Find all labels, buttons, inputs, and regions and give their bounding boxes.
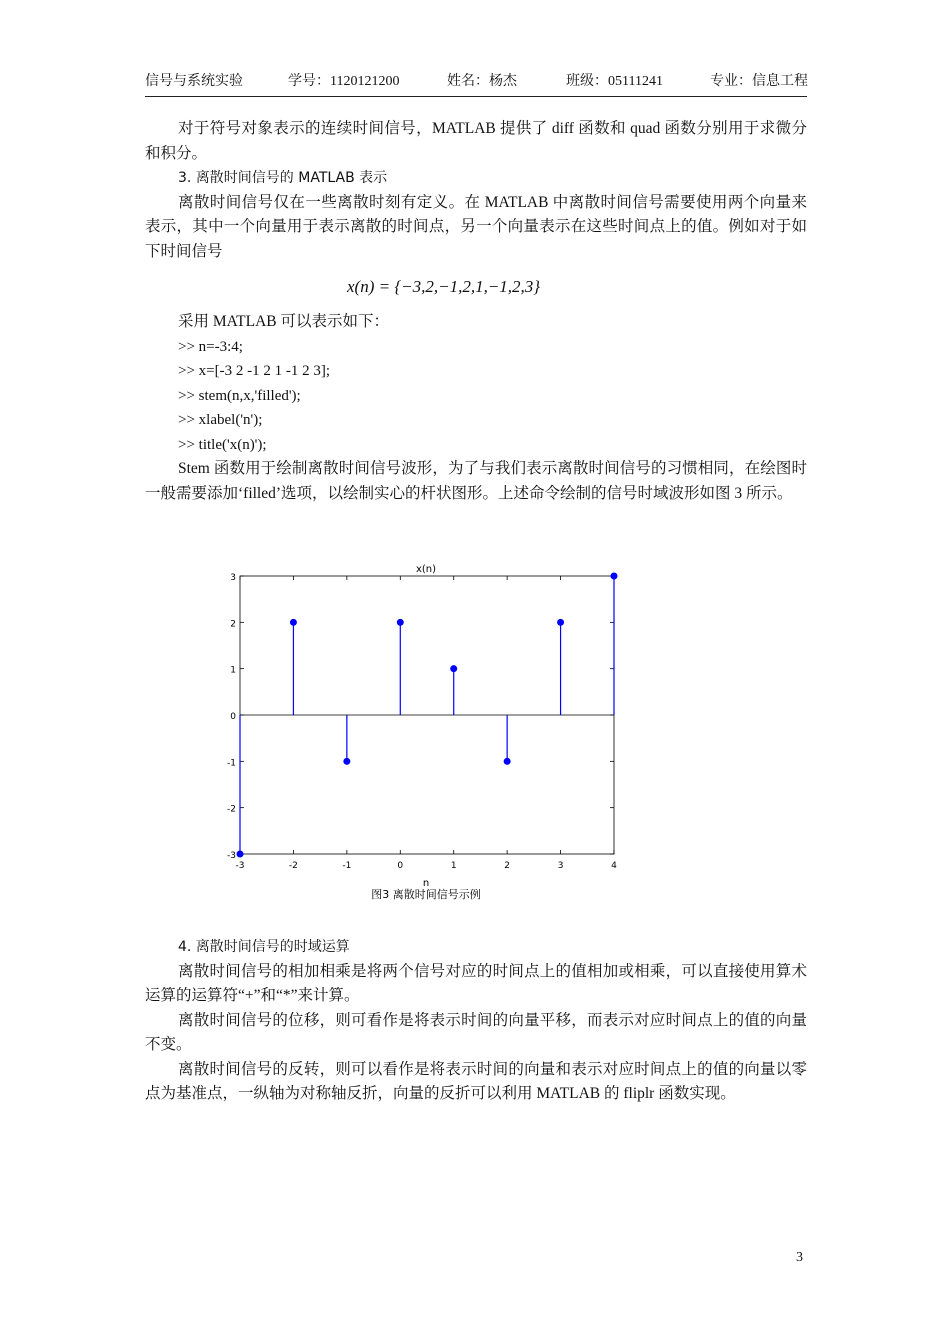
paragraph-symbolic: 对于符号对象表示的连续时间信号，MATLAB 提供了 diff 函数和 quad 函数分别用于求微分和积分。	[145, 120, 807, 162]
header-divider	[145, 96, 807, 97]
stem-marker	[290, 619, 297, 626]
figure-3	[145, 558, 807, 908]
document-body	[145, 117, 807, 506]
paragraph-reverse: 离散时间信号的反转，则可以看作是将表示时间的向量和表示对应时间点上的值的向量以零点为基准点，一纵轴为对称轴反折，向量的反折可以利用 MATLAB 的 fliplr 函数实现。	[145, 1060, 807, 1102]
section-heading-3: 3. 离散时间信号的 MATLAB 表示	[178, 170, 388, 186]
x-tick-label: -2	[288, 861, 298, 871]
x-tick-label: 1	[450, 861, 457, 871]
stem-marker	[450, 665, 457, 672]
x-tick-label: 4	[611, 861, 617, 871]
document-body-lower	[145, 935, 807, 1107]
y-tick-label: -2	[227, 804, 236, 815]
signal-formula: x(n) = {−3,2,−1,2,1,−1,2,3}	[347, 277, 541, 296]
code-line: >> title('x(n)');	[178, 436, 267, 453]
y-tick-label: 0	[230, 712, 236, 722]
x-tick-label: -3	[235, 861, 245, 871]
x-tick-label: 2	[504, 861, 511, 871]
code-line: >> x=[-3 2 -1 2 1 -1 2 3];	[178, 363, 331, 379]
stem-marker	[397, 619, 404, 626]
paragraph-discrete-def: 离散时间信号仅在一些离散时刻有定义。在 MATLAB 中离散时间信号需要使用两个向量来表示，其中一个向量用于表示离散的时间点，另一个向量表示在这些时间点上的值。例如对于如下时间信号	[145, 193, 807, 260]
stem-marker	[237, 851, 244, 858]
y-tick-label: 3	[230, 573, 236, 583]
stem-plot	[145, 558, 807, 908]
stem-marker	[611, 573, 618, 580]
figure-caption: 图3 离散时间信号示例	[371, 888, 481, 901]
header-course: 信号与系统实验	[145, 74, 243, 89]
code-line: >> xlabel('n');	[178, 412, 263, 428]
stem-marker	[557, 619, 564, 626]
y-tick-label: -3	[227, 851, 236, 861]
paragraph-shift: 离散时间信号的位移，则可看作是将表示时间的向量平移，而表示对应时间点上的值的向量不变。	[145, 1011, 807, 1053]
section-heading-4: 4. 离散时间信号的时域运算	[178, 939, 350, 955]
x-tick-label: -1	[342, 861, 352, 871]
axis-ticks	[227, 573, 617, 871]
stem-marker	[343, 758, 350, 765]
y-tick-label: -1	[227, 758, 236, 769]
y-tick-label: 1	[230, 665, 236, 676]
header-class: 班级：05111241	[566, 74, 663, 89]
header-student-id: 学号：1120121200	[288, 74, 400, 89]
code-line: >> n=-3:4;	[178, 338, 243, 355]
x-tick-label: 3	[557, 861, 564, 871]
header-major: 专业：信息工程	[710, 74, 808, 89]
stem-marker	[504, 758, 511, 765]
y-tick-label: 2	[230, 619, 236, 630]
code-line: >> stem(n,x,'filled');	[178, 387, 301, 404]
chart-title: x(n)	[415, 564, 437, 575]
header-name: 姓名：杨杰	[447, 74, 517, 89]
paragraph-matlab-intro: 采用 MATLAB 可以表示如下：	[178, 313, 389, 330]
page-header	[145, 70, 807, 92]
paragraph-stem: Stem 函数用于绘制离散时间信号波形，为了与我们表示离散时间信号的习惯相同，在绘图时一般需要添加‘filled’选项，以绘制实心的杆状图形。上述命令绘制的信号时域波形如图 3 所示。	[145, 460, 807, 502]
page-number: 3	[796, 1250, 803, 1265]
x-tick-label: 0	[397, 861, 404, 871]
paragraph-add-multiply: 离散时间信号的相加相乘是将两个信号对应的时间点上的值相加或相乘，可以直接使用算术运算的运算符“+”和“*”来计算。	[145, 962, 807, 1004]
x-axis-label: n	[422, 878, 430, 889]
